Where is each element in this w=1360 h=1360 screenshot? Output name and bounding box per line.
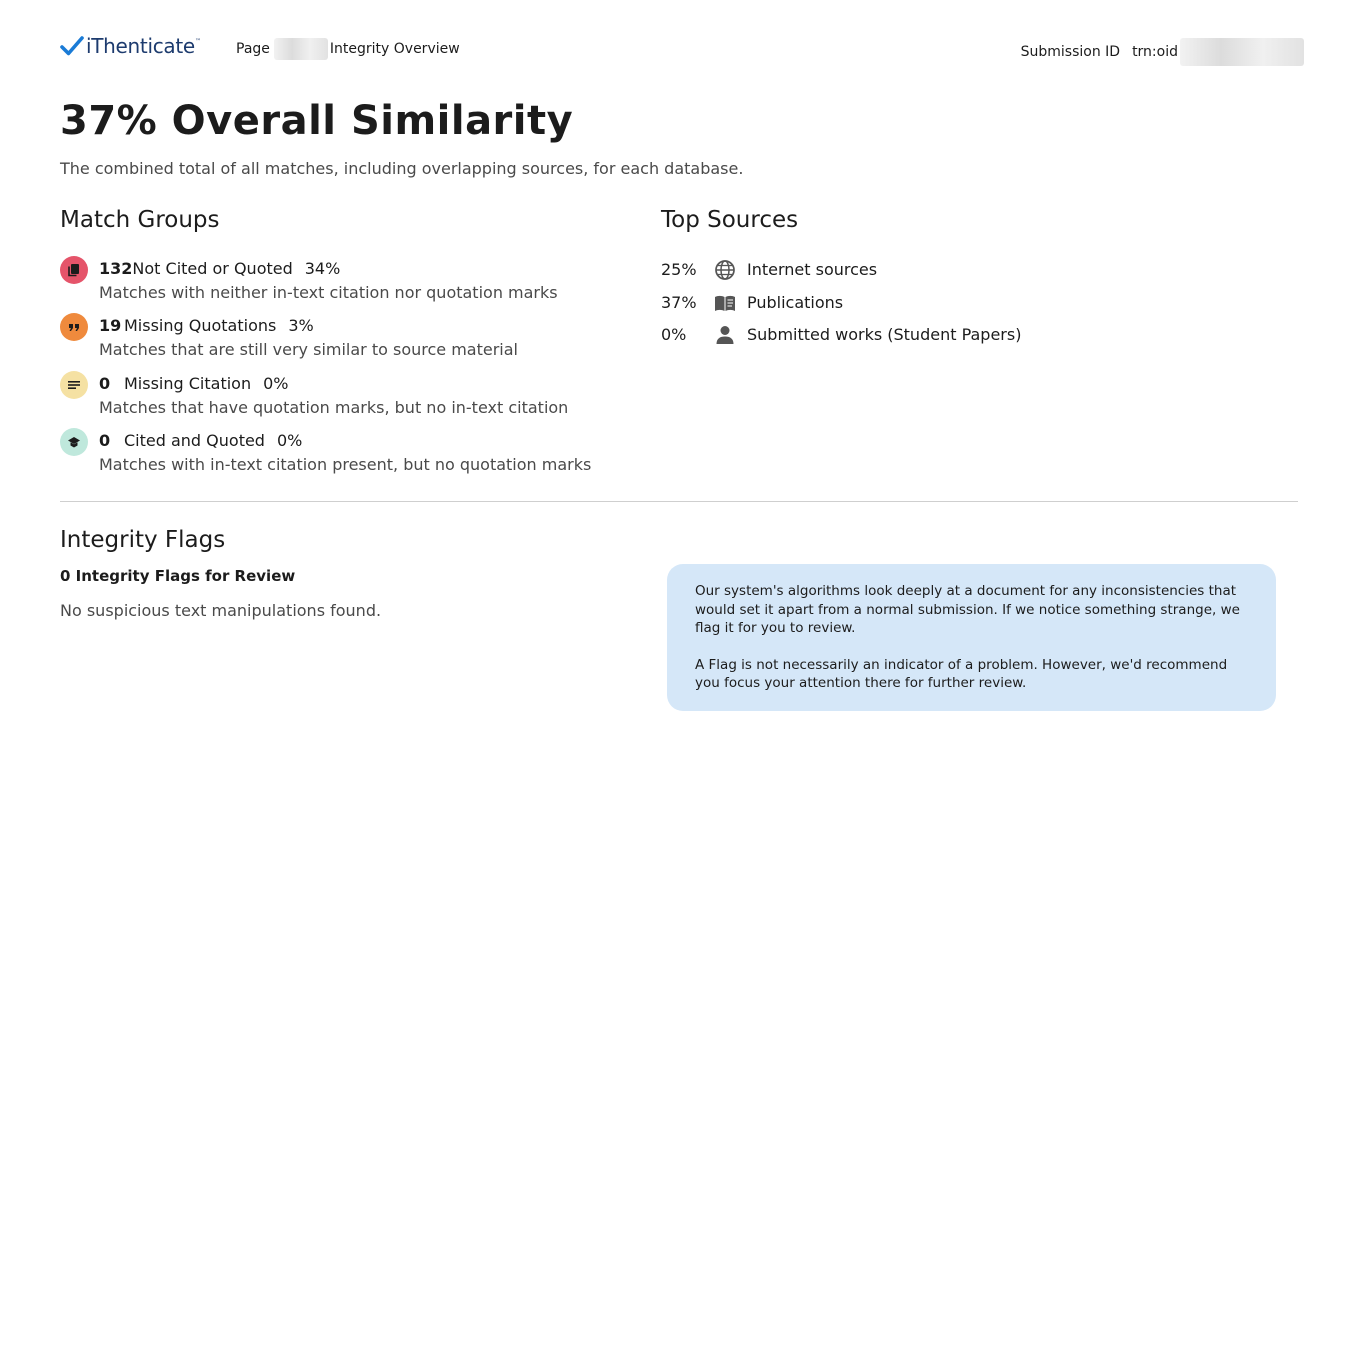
info-paragraph: Our system's algorithms look deeply at a document for any inconsistencies that would set it apart from a normal submission. If we notice something strange, we flag it for you to review. — [695, 583, 1240, 636]
page-label: Page — [236, 41, 270, 57]
top-sources-heading: Top Sources — [661, 207, 799, 233]
match-group-label: Cited and Quoted — [124, 430, 265, 450]
match-group-percent: 34% — [304, 259, 341, 278]
match-group-label: Not Cited or Quoted — [132, 259, 293, 278]
section-name: Integrity Overview — [329, 41, 460, 57]
top-source-publications — [661, 289, 1161, 322]
globe-icon — [714, 259, 736, 281]
match-group-percent: 3% — [288, 316, 314, 336]
match-group-description: Matches that have quotation marks, but no in-text citation — [99, 397, 569, 417]
match-group-description: Matches with neither in-text citation nor quotation marks — [99, 283, 558, 302]
copy-icon — [60, 256, 88, 284]
match-group-count: 132 — [99, 259, 133, 278]
top-source-label: Internet sources — [747, 260, 878, 279]
submission-id — [1021, 38, 1304, 66]
match-group-missing-citation — [60, 371, 640, 428]
integrity-flags-status: No suspicious text manipulations found. — [60, 601, 382, 620]
match-group-cited-quoted — [60, 428, 640, 485]
ithenticate-logo — [60, 34, 201, 58]
match-group-count: 19 — [99, 316, 122, 336]
submission-id-prefix: trn:oid — [1132, 44, 1178, 60]
top-source-submitted-works — [661, 321, 1161, 354]
match-group-count: 0 — [99, 373, 111, 393]
overall-similarity-title: 37% Overall Similarity — [60, 98, 574, 144]
integrity-flags-info-box — [667, 564, 1276, 711]
top-source-internet — [661, 256, 1161, 289]
quote-icon — [60, 313, 88, 341]
submission-id-label: Submission ID — [1020, 44, 1121, 60]
text-lines-icon — [60, 371, 88, 399]
trademark: ™ — [194, 38, 201, 45]
top-source-percent: 37% — [661, 292, 697, 312]
top-source-percent: 25% — [661, 260, 697, 279]
top-source-label: Submitted works (Student Papers) — [747, 325, 1022, 344]
graduation-cap-icon — [60, 428, 88, 456]
match-group-missing-quotations — [60, 313, 640, 370]
match-groups-heading: Match Groups — [60, 207, 220, 233]
book-icon — [714, 292, 736, 314]
match-group-description: Matches that are still very similar to source material — [99, 340, 518, 360]
redacted-submission-id — [1180, 38, 1304, 66]
page-indicator — [236, 38, 460, 60]
info-paragraph: A Flag is not necessarily an indicator of a problem. However, we'd recommend you focus your attention there for further review. — [695, 656, 1228, 691]
integrity-flags-heading: Integrity Flags — [60, 527, 226, 553]
match-group-description: Matches with in-text citation present, but no quotation marks — [99, 454, 592, 474]
integrity-flags-count: 0 Integrity Flags for Review — [60, 567, 296, 585]
match-group-percent: 0% — [276, 430, 303, 450]
person-icon — [714, 324, 736, 346]
section-divider — [60, 501, 1298, 502]
match-group-not-cited — [60, 256, 640, 313]
match-group-label: Missing Quotations — [124, 316, 277, 336]
top-sources-list — [661, 256, 1161, 354]
redacted-page-number — [274, 38, 328, 60]
top-source-percent: 0% — [661, 325, 687, 344]
match-group-count: 0 — [99, 430, 111, 450]
brand-name: iThenticate — [86, 34, 195, 58]
match-groups-list — [60, 256, 640, 485]
match-group-label: Missing Citation — [124, 373, 252, 393]
checkmark-icon — [60, 34, 84, 58]
overall-similarity-subtitle: The combined total of all matches, including overlapping sources, for each database. — [60, 159, 744, 178]
report-header — [0, 0, 1360, 95]
top-source-label: Publications — [747, 292, 844, 312]
match-group-percent: 0% — [263, 373, 289, 393]
